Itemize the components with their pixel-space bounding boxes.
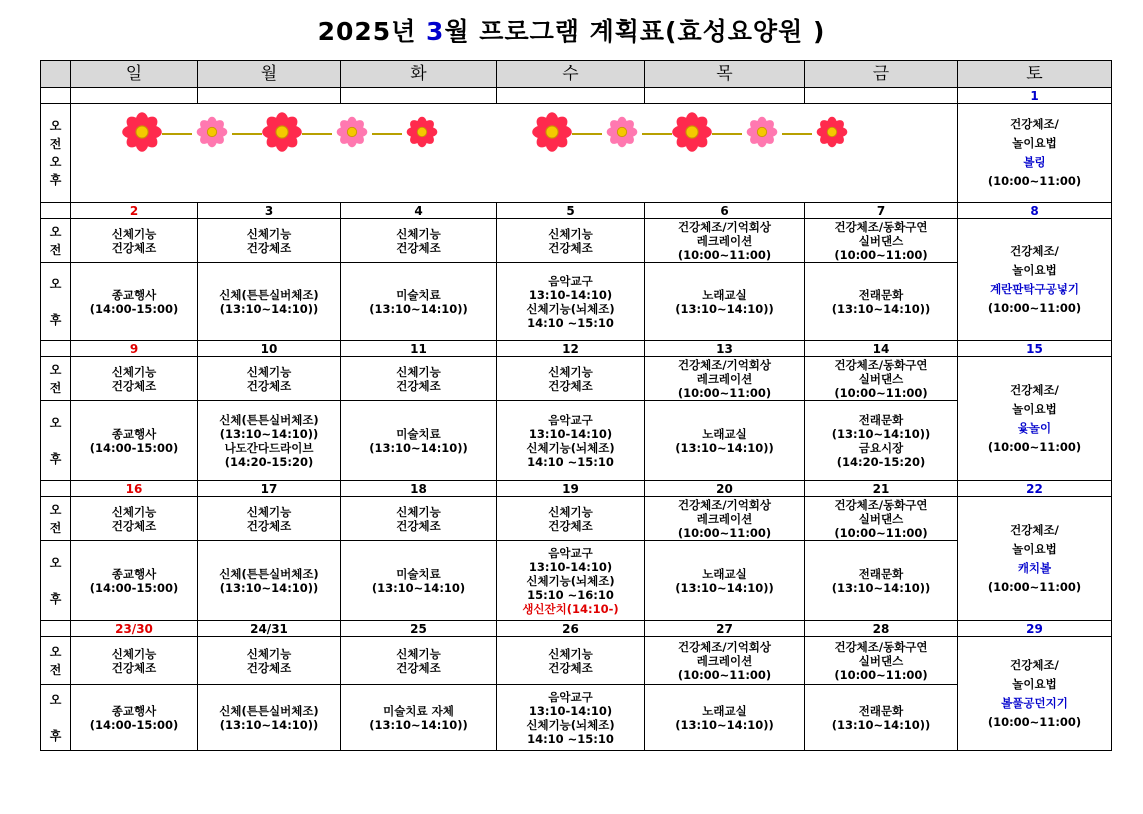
wed-pm-program	[497, 541, 645, 621]
flower-icon	[120, 110, 164, 154]
pm-program-2	[341, 263, 497, 341]
flower-icon	[405, 115, 439, 149]
program-line: 13:10-14:10)	[528, 559, 613, 574]
saturday-program: 건강체조/ 놀이요법 계란판탁구공넣기 (10:00~11:00)	[958, 219, 1112, 341]
program-line: (14:20-15:20)	[224, 454, 314, 469]
flower-icon	[530, 110, 574, 154]
program-line: 신체(튼튼실버체조)	[219, 287, 319, 302]
flower-garland	[532, 112, 852, 152]
program-line: 신체기능	[111, 364, 157, 379]
pm-program-5	[805, 541, 958, 621]
week1-program-row	[41, 104, 1112, 203]
am-program-0	[71, 219, 198, 263]
program-line: 신체기능(뇌체조)	[526, 717, 615, 732]
program-line: 건강체조	[111, 240, 157, 255]
am-program-4	[645, 637, 805, 685]
program-line: 노래교실	[702, 566, 747, 581]
week3-date-row: 9 10 11 12 13 14 15	[41, 341, 1112, 357]
program-line: 신체(튼튼실버체조)	[219, 566, 319, 581]
program-line: 신체기능	[246, 504, 292, 519]
program-line: 미술치료	[396, 426, 441, 441]
week5-pm-row	[41, 685, 1112, 751]
program-line: 건강체조	[111, 378, 157, 393]
program-line: 13:10-14:10)	[528, 426, 613, 441]
program-line: 건강체조	[548, 378, 593, 393]
program-line: 건강체조	[111, 660, 157, 675]
am-program-2	[341, 219, 497, 263]
pm-program-1	[198, 401, 341, 481]
am-program-0	[71, 497, 198, 541]
pm-program-4	[645, 541, 805, 621]
program-line: 신체기능(뇌체조)	[526, 573, 615, 588]
program-line: 미술치료	[396, 566, 441, 581]
program-line: 건강체조	[548, 240, 593, 255]
am-program-1	[198, 357, 341, 401]
pm-program-1	[198, 541, 341, 621]
program-line: (13:10~14:10)	[371, 580, 466, 595]
day-header-wed: 수	[497, 61, 645, 88]
program-line: 건강체조/기억회상	[677, 357, 772, 372]
program-line: 신체기능	[246, 364, 292, 379]
program-line: 종교행사	[111, 566, 157, 581]
program-line: (13:10~14:10))	[831, 426, 931, 441]
saturday-program: 건강체조/ 놀이요법 볼링 (10:00~11:00)	[958, 104, 1112, 203]
page-title: 2025년 3월 프로그램 계획표(효성요양원 )	[317, 17, 826, 46]
program-line: 전래문화	[858, 412, 904, 427]
pm-program-3	[526, 546, 614, 602]
am-program-4	[645, 357, 805, 401]
week5-date-row: 23/30 24/31 25 26 27 28 29	[41, 621, 1112, 637]
am-program-3	[497, 637, 645, 685]
program-line: 미술치료	[396, 287, 441, 302]
program-line: 노래교실	[702, 426, 747, 441]
program-line: 건강체조	[246, 240, 292, 255]
pm-program-3	[497, 401, 645, 481]
program-line: (13:10~14:10))	[219, 717, 319, 732]
am-program-5	[805, 497, 958, 541]
flower-icon	[815, 115, 849, 149]
week4-date-row: 16 17 18 19 20 21 22	[41, 481, 1112, 497]
pm-label: 오 후	[41, 401, 71, 481]
week2-pm-row	[41, 263, 1112, 341]
am-program-5	[805, 357, 958, 401]
program-line: 건강체조	[396, 240, 441, 255]
am-program-5	[805, 637, 958, 685]
program-calendar	[40, 60, 1112, 751]
day-header-thu: 목	[645, 61, 805, 88]
program-line: 13:10-14:10)	[528, 703, 613, 718]
program-line: (10:00~11:00)	[677, 385, 772, 400]
program-line: (13:10~14:10))	[369, 717, 468, 732]
program-line: 종교행사	[111, 287, 157, 302]
program-line: 신체기능	[396, 504, 441, 519]
pm-program-1	[198, 685, 341, 751]
program-line: 종교행사	[111, 426, 157, 441]
pm-program-0	[71, 263, 198, 341]
program-line: 음악교구	[548, 273, 593, 288]
program-line: (10:00~11:00)	[834, 525, 928, 540]
program-line: 실버댄스	[858, 371, 904, 386]
day-header-mon: 월	[198, 61, 341, 88]
program-line: 레크레이션	[696, 511, 753, 526]
program-line: (13:10~14:10))	[675, 580, 774, 595]
program-line: (10:00~11:00)	[677, 667, 772, 682]
week4-am-row	[41, 497, 1112, 541]
program-line: 건강체조	[548, 518, 593, 533]
program-line: 15:10 ~16:10	[527, 587, 614, 602]
program-line: 신체기능	[111, 226, 157, 241]
program-line: (14:00-15:00)	[89, 440, 179, 455]
week2-date-row: 2 3 4 5 6 7 8	[41, 203, 1112, 219]
week5-am-row	[41, 637, 1112, 685]
program-line: (13:10~14:10))	[369, 301, 468, 316]
program-line: 신체기능	[548, 504, 593, 519]
day-header-fri: 금	[805, 61, 958, 88]
program-line: 건강체조	[246, 518, 292, 533]
program-line: (14:20-15:20)	[836, 454, 926, 469]
week3-pm-row	[41, 401, 1112, 481]
program-line: 건강체조/기억회상	[677, 639, 772, 654]
program-line: (13:10~14:10))	[675, 440, 774, 455]
program-line: 음악교구	[548, 689, 593, 704]
program-line: 종교행사	[111, 703, 157, 718]
program-line: 실버댄스	[858, 233, 904, 248]
pm-program-4	[645, 263, 805, 341]
program-line: (10:00~11:00)	[834, 385, 928, 400]
weekday-header-row	[41, 61, 1112, 88]
am-program-4	[645, 497, 805, 541]
flower-icon	[195, 115, 229, 149]
program-line: 실버댄스	[858, 511, 904, 526]
pm-program-1	[198, 263, 341, 341]
program-line: 신체기능	[548, 646, 593, 661]
program-line: 노래교실	[702, 287, 747, 302]
flower-icon	[260, 110, 304, 154]
program-line: (13:10~14:10))	[831, 580, 931, 595]
program-line: 건강체조	[396, 660, 441, 675]
program-line: 건강체조/기억회상	[677, 497, 772, 512]
program-line: (10:00~11:00)	[834, 247, 928, 262]
program-line: 신체(튼튼실버체조)	[219, 703, 319, 718]
program-line: (13:10~14:10))	[831, 717, 931, 732]
program-line: (13:10~14:10))	[675, 301, 774, 316]
pm-program-0	[71, 401, 198, 481]
am-program-2	[341, 497, 497, 541]
am-label: 오 전	[41, 637, 71, 685]
birthday-party: 생신잔치(14:10-)	[522, 601, 619, 616]
week2-am-row	[41, 219, 1112, 263]
am-program-3	[497, 357, 645, 401]
program-line: (13:10~14:10))	[219, 301, 319, 316]
am-program-3	[497, 497, 645, 541]
program-line: 금요시장	[858, 440, 904, 455]
day-header-sat: 토	[958, 61, 1112, 88]
flower-icon	[335, 115, 369, 149]
program-line: 건강체조	[111, 518, 157, 533]
program-line: (10:00~11:00)	[677, 525, 772, 540]
am-program-1	[198, 219, 341, 263]
program-line: 14:10 ~15:10	[527, 731, 614, 746]
week1-date-row	[41, 88, 1112, 104]
am-program-2	[341, 637, 497, 685]
pm-label: 오 후	[41, 541, 71, 621]
am-label: 오 전	[41, 497, 71, 541]
flower-garland	[122, 112, 442, 152]
am-program-1	[198, 637, 341, 685]
am-program-1	[198, 497, 341, 541]
pm-program-5	[805, 401, 958, 481]
program-line: 건강체조	[396, 518, 441, 533]
program-line: 신체기능	[396, 646, 441, 661]
day-header-tue: 화	[341, 61, 497, 88]
program-line: 전래문화	[858, 703, 904, 718]
program-line: 전래문화	[858, 287, 904, 302]
program-line: (13:10~14:10))	[219, 580, 319, 595]
week3-am-row	[41, 357, 1112, 401]
program-line: 건강체조/동화구연	[834, 497, 928, 512]
program-line: 노래교실	[702, 703, 747, 718]
am-label: 오 전	[41, 357, 71, 401]
program-line: 레크레이션	[696, 233, 753, 248]
pm-program-0	[71, 541, 198, 621]
week4-pm-row	[41, 541, 1112, 621]
pm-program-3	[497, 685, 645, 751]
program-line: (14:00-15:00)	[89, 717, 179, 732]
program-line: 레크레이션	[696, 371, 753, 386]
program-line: 미술치료 자체	[383, 703, 454, 718]
program-line: 신체기능	[396, 226, 441, 241]
program-line: 신체기능	[396, 364, 441, 379]
flower-icon	[605, 115, 639, 149]
ampm-label: 오 전 오 후	[41, 104, 71, 203]
flower-icon	[745, 115, 779, 149]
program-line: 건강체조	[548, 660, 593, 675]
program-line: 13:10-14:10)	[528, 287, 613, 302]
program-line: 음악교구	[548, 545, 593, 560]
program-line: 신체기능	[246, 646, 292, 661]
saturday-program: 건강체조/ 놀이요법 윷놀이 (10:00~11:00)	[958, 357, 1112, 481]
program-line: (14:00-15:00)	[89, 580, 179, 595]
corner-cell	[41, 61, 71, 88]
pm-program-4	[645, 685, 805, 751]
am-program-0	[71, 357, 198, 401]
program-line: (14:00-15:00)	[89, 301, 179, 316]
am-label: 오 전	[41, 219, 71, 263]
program-line: (13:10~14:10))	[369, 440, 468, 455]
am-program-3	[497, 219, 645, 263]
saturday-program: 건강체조/ 놀이요법 볼풀공던지기 (10:00~11:00)	[958, 637, 1112, 751]
program-line: 레크레이션	[696, 653, 753, 668]
am-program-0	[71, 637, 198, 685]
program-line: 음악교구	[548, 412, 593, 427]
program-line: 14:10 ~15:10	[527, 454, 614, 469]
pm-program-2	[341, 401, 497, 481]
program-line: 신체기능(뇌체조)	[526, 301, 615, 316]
program-line: 신체(튼튼실버체조)	[219, 412, 319, 427]
pm-program-0	[71, 685, 198, 751]
program-line: 신체기능	[111, 646, 157, 661]
pm-label: 오 후	[41, 263, 71, 341]
program-line: 나도간다드라이브	[224, 440, 314, 455]
program-line: 신체기능	[246, 226, 292, 241]
title-month: 3	[426, 17, 445, 46]
program-line: 건강체조	[396, 378, 441, 393]
program-line: 14:10 ~15:10	[527, 315, 614, 330]
program-line: 신체기능	[548, 226, 593, 241]
program-line: (10:00~11:00)	[834, 667, 928, 682]
flower-banner	[71, 104, 958, 203]
program-line: 전래문화	[858, 566, 904, 581]
pm-program-5	[805, 685, 958, 751]
program-line: 건강체조/기억회상	[677, 219, 772, 234]
program-line: (13:10~14:10))	[219, 426, 319, 441]
flower-icon	[670, 110, 714, 154]
program-line: 건강체조	[246, 378, 292, 393]
am-program-2	[341, 357, 497, 401]
day-header-sun: 일	[71, 61, 198, 88]
program-line: 건강체조	[246, 660, 292, 675]
pm-program-2	[341, 541, 497, 621]
am-program-4	[645, 219, 805, 263]
date-sat: 1	[958, 88, 1112, 104]
program-line: 신체기능	[111, 504, 157, 519]
pm-program-3	[497, 263, 645, 341]
program-line: (13:10~14:10))	[831, 301, 931, 316]
program-line: 건강체조/동화구연	[834, 639, 928, 654]
program-line: 신체기능(뇌체조)	[526, 440, 615, 455]
pm-program-2	[341, 685, 497, 751]
program-line: 실버댄스	[858, 653, 904, 668]
pm-label: 오 후	[41, 685, 71, 751]
pm-program-4	[645, 401, 805, 481]
am-program-5	[805, 219, 958, 263]
program-line: (10:00~11:00)	[677, 247, 772, 262]
program-line: 건강체조/동화구연	[834, 357, 928, 372]
pm-program-5	[805, 263, 958, 341]
program-line: 건강체조/동화구연	[834, 219, 928, 234]
program-line: (13:10~14:10))	[675, 717, 774, 732]
program-line: 신체기능	[548, 364, 593, 379]
saturday-program: 건강체조/ 놀이요법 캐치볼 (10:00~11:00)	[958, 497, 1112, 621]
